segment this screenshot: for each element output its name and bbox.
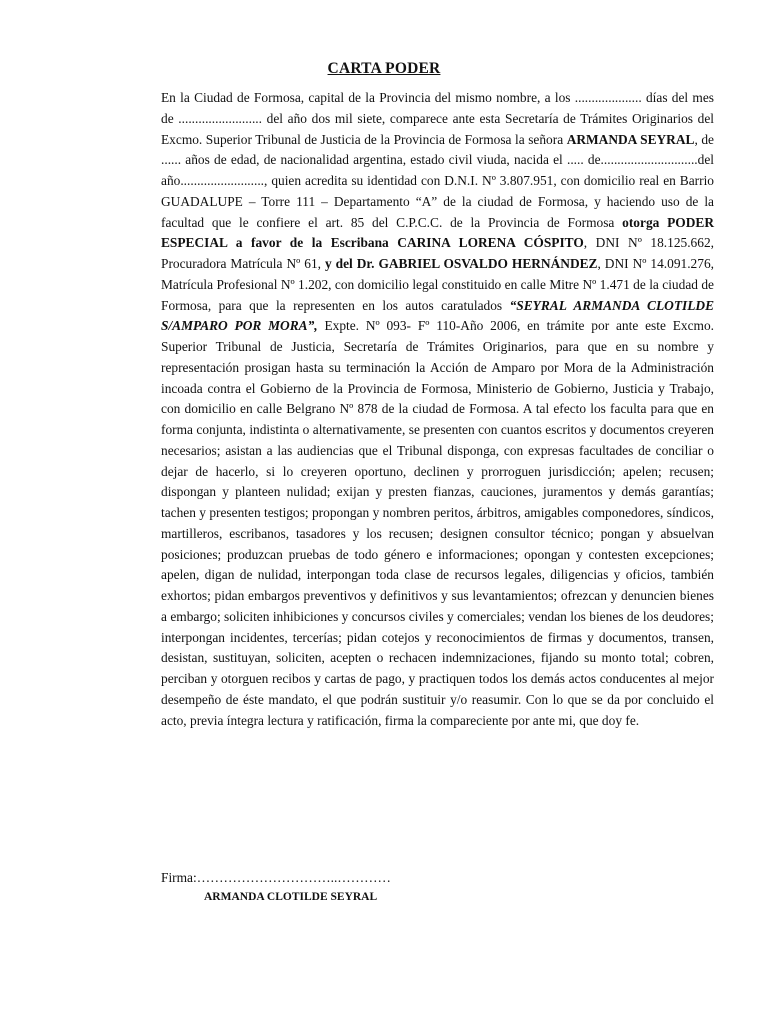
paragraph-segment: , de ...... años de edad, de nacionalidad argentina, estado civil viuda, nacida el ..... de.............................del año........................., quien acredita su identidad con D.N.I. Nº 3.807.951, con domicilio real en Barrio GUADALUPE – Torre 111 – Departamento “A” de la ciudad de Formosa, y haciendo uso de la facultad que le confiere el art. 85 del C.P.C.C. de la Provincia de Formosa <box>161 131 714 230</box>
signer-name: ARMANDA CLOTILDE SEYRAL <box>204 891 378 903</box>
document-title: CARTA PODER <box>327 60 441 77</box>
paragraph-segment: , DNI Nº 14.091.276, Matrícula Profesional Nº 1.202, con domicilio legal constituido en calle Mitre Nº 1.471 de la ciudad de Formosa, para que la representen en los autos caratulados <box>161 256 714 313</box>
special-power-clause: otorga PODER ESPECIAL a favor de la Escribana CARINA LORENA CÓSPITO <box>161 214 714 251</box>
paragraph-segment: Expte. Nº 093- Fº 110-Año 2006, en trámite por ante este Excmo. Superior Tribunal de Justicia, Secretaría de Trámites Originarios, para que en su nombre y representación prosigan hasta su terminación la Acción de Amparo por Mora de la Administración incoada contra el Gobierno de la Provincia de Formosa, Ministerio de Gobierno, Justicia y Trabajo, con domicilio en calle Belgrano Nº 878 de la ciudad de Formosa. A tal efecto los faculta para que en forma conjunta, indistinta o alternativamente, se presenten con cuantos escritos y documentos creyeren necesarios; asistan a las audiencias que el Tribunal disponga, con expresas facultades de conciliar o dejar de hacerlo, si lo creyeren oportuno, declinen y prorroguen jurisdicción; apelen; recusen; dispongan y planteen nulidad; exijan y presten fianzas, cauciones, juramentos y demás garantías; tachen y presenten testigos; propongan y nombren peritos, árbitros, amigables componedores, síndicos, martilleros, escribanos, tasadores y los recusen; designen consultor técnico; pongan y absuelvan posiciones; produzcan pruebas de todo género e informaciones; opongan y contesten excepciones; apelen, digan de nulidad, interpongan toda clase de recursos legales, diligencias y oficios, también exhortos; pidan embargos preventivos y definitivos y sus levantamientos; ofrezcan y denuncien bienes a embargo; soliciten inhibiciones y concursos civiles y comerciales; vendan los bienes de los deudores; interpongan incidentes, tercerías; pidan cotejos y reconocimientos de firmas y documentos, transen, desistan, sustituyan, soliciten, acepten o rechacen indemnizaciones, fijando su monto total; cobren, perciban y otorguen recibos y cartas de pago, y practiquen todos los demás actos conducentes al mejor desempeño de éste mandato, el que podrán sustituir y/o reasumir. Con lo que se da por concluido el acto, previa íntegra lectura y ratificación, firma la compareciente por ante mi, que doy fe. <box>161 318 714 728</box>
grantor-name: ARMANDA SEYRAL <box>566 131 695 147</box>
paragraph-segment: , DNI Nº 18.125.662, Procuradora Matrícula Nº 61, <box>161 235 714 271</box>
paragraph-segment: En la Ciudad de Formosa, capital de la Provincia del mismo nombre, a los .................... días del mes de ......................... del año dos mil siete, comparece ante esta Secretaría de Trámites Originarios del Excmo. Superior Tribunal de Justicia de la Provincia de Formosa la señora <box>161 90 714 147</box>
body-paragraph <box>161 88 714 731</box>
signature-line: Firma:…………………………..………… <box>161 870 391 885</box>
attorney-name: y del Dr. GABRIEL OSVALDO HERNÁNDEZ <box>324 256 598 271</box>
case-caption: “SEYRAL ARMANDA CLOTILDE S/AMPARO POR MORA”, <box>161 297 714 334</box>
